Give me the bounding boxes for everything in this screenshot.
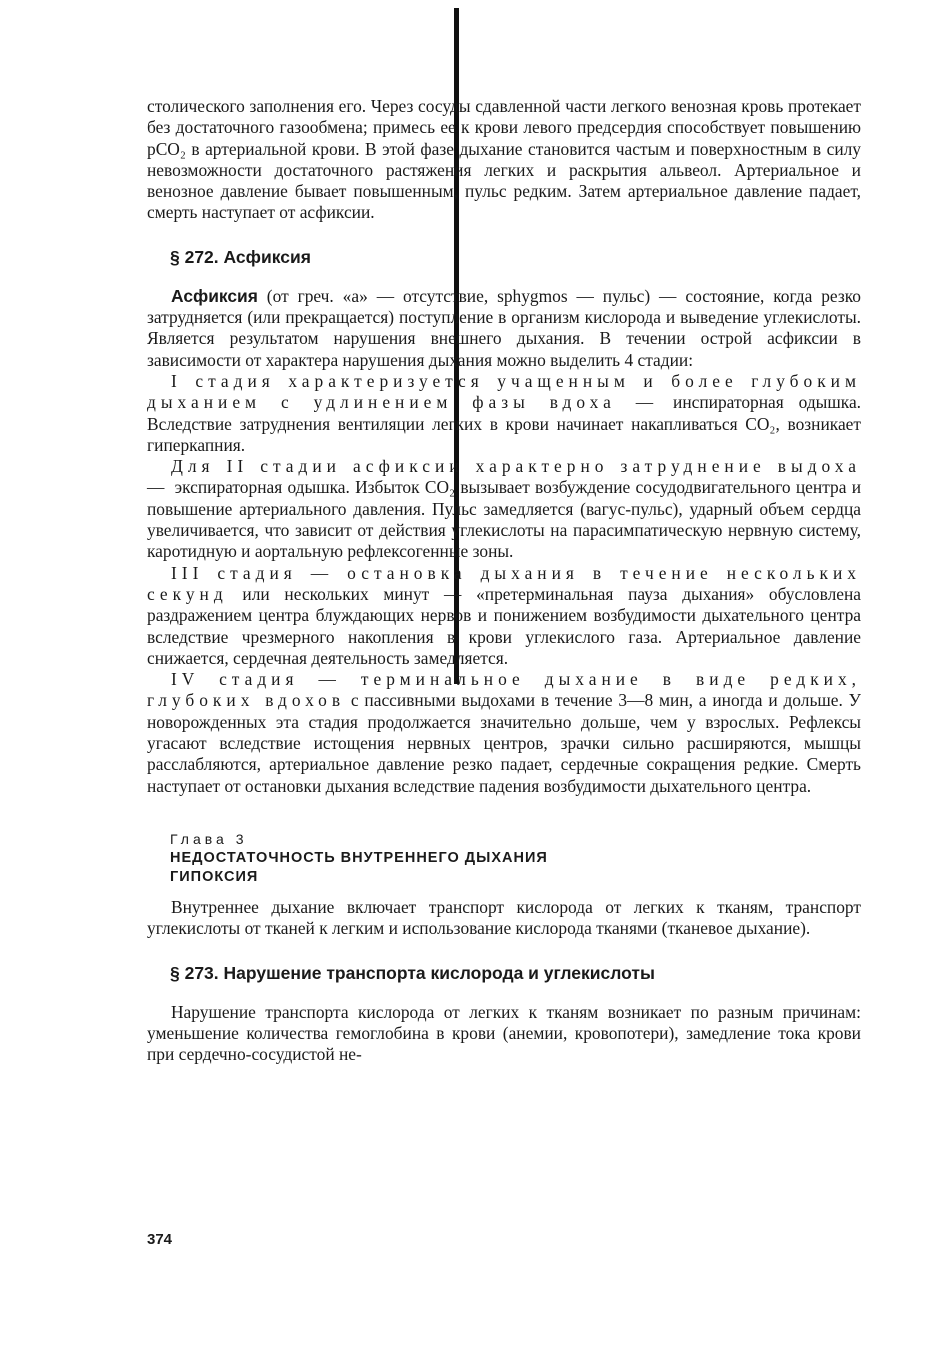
page-number: 374 <box>147 1231 173 1248</box>
stage-2-paragraph <box>147 456 861 562</box>
asphyxia-definition-text: (от греч. «а» — отсутствие, sphygmos — пульс) — состояние, когда резко затрудняется (или прекращается) поступление в организм кислорода и выведение углекислоты. Является результатом нарушения внешнего дыхания. В течении острой асфиксии в зависимости от характера нарушения дыхания можно выделить 4 стадии: <box>147 285 861 370</box>
section-273-text: Нарушение транспорта кислорода от легких к тканям возникает по разным причинам: уменьшение количества гемоглобина в крови (анемии, кровопотери), замедление тока крови при сердечно-сосудистой не- <box>147 1001 861 1065</box>
stage-2-text: экспираторная одышка. Избыток CO₂ вызывает возбуждение сосудодвигательного центра и повышение артериального давления. Пульс замедляется (вагус-пульс), ударный объем сердца увеличивается, что зависит от действия углекислоты на парасимпатическую нервную систему, каротидную и аортальную рефлексогенные зоны. <box>147 477 861 562</box>
stage-1-text: инспираторная одышка. Вследствие затруднения вентиляции легких в крови начинает накапливаться CO₂, возникает гиперкапния. <box>147 392 862 455</box>
intro-paragraph: столического заполнения его. Через сосуды сдавленной части легкого венозная кровь протекает без достаточного газообмена; примесь ее к крови левого предсердия способствует повышению pCO₂ в артериальной крови. В этой фазе дыхание становится частым и поверхностным в силу невозможности достаточного растяжения легких и раскрытия альвеол. Артериальное и венозное давление бывает повышенным, пульс редким. Затем артериальное давление падает, смерть наступает от асфиксии. <box>147 96 861 223</box>
chapter-label: Глава 3 <box>170 830 248 847</box>
stage-3-lead: III стадия — остановка дыхания в течение нескольких секунд <box>147 562 861 604</box>
asphyxia-term: Асфиксия <box>171 285 258 306</box>
section-272-title: § 272. Асфиксия <box>170 246 311 267</box>
chapter-title-line-2: ГИПОКСИЯ <box>170 868 259 885</box>
chapter-heading <box>170 829 861 887</box>
page-body <box>147 96 861 1065</box>
stage-3-paragraph <box>147 563 861 669</box>
stage-3-text: или нескольких минут — «претерминальная пауза дыхания» обусловлена раздражением центра блуждающих нервов и понижением возбудимости дыхательного центра вследствие чрезмерного накопления в крови углекислого газа. Артериальное давление снижается, сердечная деятельность замедляется. <box>147 583 861 668</box>
stage-1-paragraph <box>147 371 861 456</box>
stage-1-lead: I стадия характеризуется учащенным и более глубоким дыханием с удлинением фазы вдоха — <box>147 370 861 413</box>
section-273-title: § 273. Нарушение транспорта кислорода и углекислоты <box>170 962 655 983</box>
chapter-intro: Внутреннее дыхание включает транспорт кислорода от легких к тканям, транспорт углекислоты от тканей к легким и использование кислорода тканями (тканевое дыхание). <box>147 896 861 939</box>
stage-2-lead: Для II стадии асфиксии характерно затруднение выдоха — <box>147 456 861 498</box>
chapter-title-line-1: НЕДОСТАТОЧНОСТЬ ВНУТРЕННЕГО ДЫХАНИЯ <box>170 849 548 866</box>
asphyxia-definition <box>147 286 861 371</box>
stage-4-paragraph <box>147 669 861 797</box>
stage-4-text: с пассивными выдохами в течение 3—8 мин, а иногда и дольше. У новорожденных эта стадия продолжается значительно дольше, чем у взрослых. Рефлексы угасают вследствие истощения нервных центров, зрачки сильно расширяются, мышцы расслабляются, артериальное давление резко падает, сердечные сокращения редкие. Смерть наступает от остановки дыхания вследствие падения возбудимости дыхательного центра. <box>147 690 861 796</box>
stage-4-lead: IV стадия — терминальное дыхание в виде редких, глубоких вдохов <box>147 669 861 711</box>
